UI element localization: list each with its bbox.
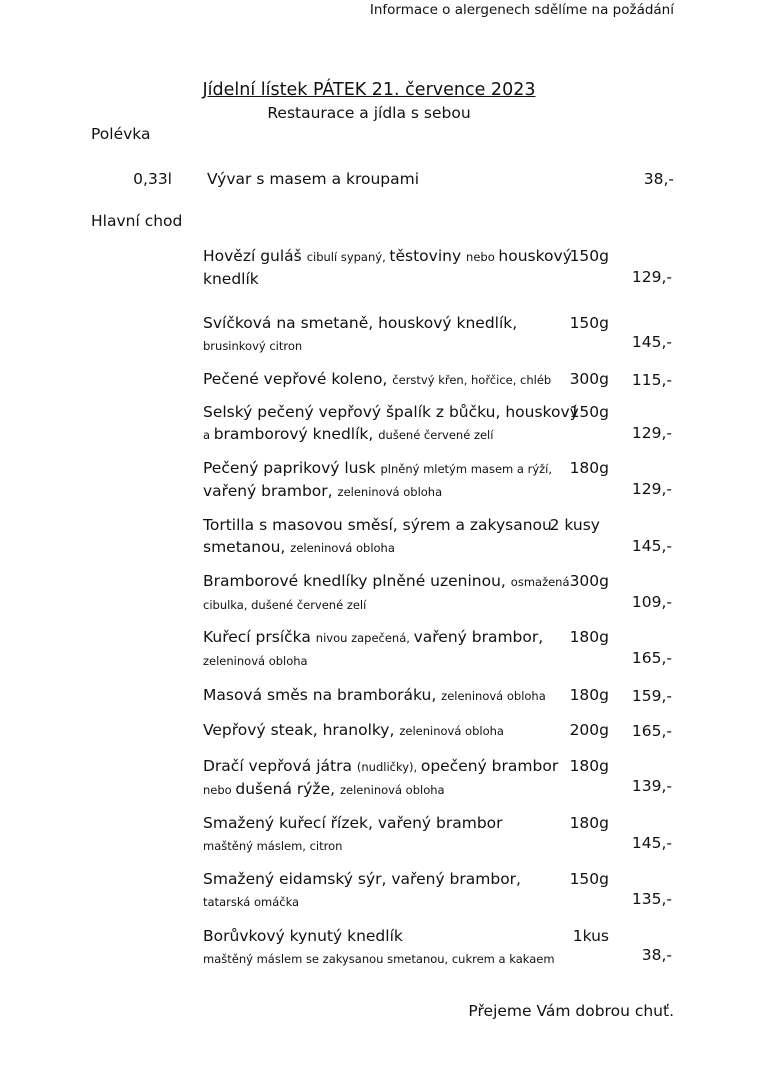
soup-quantity: 0,33l: [133, 170, 172, 188]
dish-line-main: [203, 401, 579, 423]
dish-line-secondary: [203, 268, 572, 290]
dish-quantity: 200g: [569, 721, 609, 739]
dish-side-note: dušené červené zelí: [378, 428, 494, 442]
dish-side-note: plněný mletým masem a rýží,: [380, 462, 553, 476]
dish-text: Hovězí guláš: [203, 247, 307, 265]
dish-side-note: (nudličky),: [356, 760, 421, 774]
dish-quantity: 180g: [569, 686, 609, 704]
dish-line-main: [203, 368, 551, 391]
dish-description: [203, 755, 558, 801]
dish-price: 165,-: [631, 722, 672, 740]
dish-text: Bramborové knedlíky plněné uzeninou,: [203, 572, 511, 590]
dish-text: opečený brambor: [420, 757, 559, 775]
dish-text: Borůvkový kynutý knedlík: [203, 927, 403, 945]
main-section-heading: Hlavní chod: [91, 212, 183, 230]
footer-wish: Přejeme Vám dobrou chuť.: [468, 1002, 674, 1020]
dish-line-secondary: [203, 834, 503, 857]
allergen-note: Informace o alergenech sdělíme na požádání: [369, 2, 674, 18]
dish-side-note: zeleninová obloha: [290, 541, 395, 555]
dish-text: Tortilla s masovou směsí, sýrem a zakysanou: [203, 516, 552, 534]
dish-text: Vepřový steak, hranolky,: [203, 721, 400, 739]
dish-side-note: a: [203, 428, 214, 442]
dish-description: [203, 245, 572, 290]
dish-text: Dračí vepřová játra: [203, 757, 357, 775]
dish-text: smetanou,: [203, 538, 291, 556]
dish-description: [203, 684, 546, 707]
dish-text: těstoviny: [389, 247, 467, 265]
dish-description: [203, 719, 504, 742]
dish-side-note: čerstvý křen, hořčice, chléb: [392, 373, 552, 387]
dish-line-main: [203, 719, 504, 742]
dish-side-note: tatarská omáčka: [203, 895, 300, 909]
dish-line-main: [203, 925, 555, 947]
dish-quantity: 180g: [569, 628, 609, 646]
dish-price: 135,-: [631, 890, 672, 908]
dish-text: Svíčková na smetaně, houskový knedlík,: [203, 314, 518, 332]
dish-line-secondary: [203, 334, 517, 357]
dish-line-main: [203, 312, 517, 334]
dish-line-secondary: [203, 423, 579, 446]
dish-side-note: nivou zapečená,: [315, 631, 414, 645]
dish-text: vařený brambor,: [203, 482, 338, 500]
dish-line-main: [203, 514, 552, 536]
dish-description: [203, 401, 579, 446]
dish-side-note: zeleninová obloha: [203, 654, 308, 668]
dish-price: 159,-: [631, 687, 672, 705]
dish-quantity: 150g: [569, 247, 609, 265]
dish-price: 115,-: [631, 371, 672, 389]
dish-price: 129,-: [631, 480, 672, 498]
dish-description: [203, 312, 517, 357]
dish-line-secondary: [203, 890, 521, 913]
dish-line-main: [203, 868, 521, 890]
dish-side-note: nebo: [203, 783, 236, 797]
dish-text: Pečený paprikový lusk: [203, 459, 381, 477]
dish-line-secondary: [203, 536, 552, 559]
dish-text: houskový: [498, 247, 572, 265]
dish-price: 129,-: [631, 424, 672, 442]
dish-text: knedlík: [203, 270, 259, 288]
dish-quantity: 150g: [569, 403, 609, 421]
dish-description: [203, 868, 521, 913]
dish-side-note: nebo: [466, 250, 499, 264]
dish-quantity: 300g: [569, 572, 609, 590]
dish-price: 165,-: [631, 649, 672, 667]
dish-side-note: brusinkový citron: [203, 339, 303, 353]
dish-line-main: [203, 626, 543, 649]
dish-line-main: [203, 457, 552, 480]
dish-side-note: zeleninová obloha: [441, 689, 546, 703]
dish-side-note: cibulí sypaný,: [306, 250, 390, 264]
dish-line-main: [203, 755, 558, 778]
dish-side-note: maštěný máslem, citron: [203, 839, 343, 853]
dish-description: [203, 570, 570, 616]
dish-line-secondary: [203, 480, 552, 503]
dish-line-secondary: [203, 649, 543, 672]
dish-price: 109,-: [631, 593, 672, 611]
dish-price: 139,-: [631, 777, 672, 795]
dish-text: Selský pečený vepřový špalík z bůčku, houskový: [203, 403, 579, 421]
soup-section-heading: Polévka: [91, 125, 151, 143]
dish-text: vařený brambor,: [413, 628, 544, 646]
dish-line-secondary: [203, 593, 570, 616]
dish-line-main: [203, 812, 503, 834]
dish-line-main: [203, 684, 546, 707]
dish-line-main: [203, 245, 572, 268]
dish-side-note: cibulka, dušené červené zelí: [203, 598, 367, 612]
dish-side-note: zeleninová obloha: [399, 724, 504, 738]
dish-text: bramborový knedlík,: [213, 425, 379, 443]
dish-quantity: 2 kusy: [549, 516, 600, 534]
dish-quantity: 180g: [569, 814, 609, 832]
dish-quantity: 180g: [569, 757, 609, 775]
dish-text: Kuřecí prsíčka: [203, 628, 316, 646]
dish-quantity: 300g: [569, 370, 609, 388]
dish-quantity: 180g: [569, 459, 609, 477]
dish-text: Masová směs na bramboráku,: [203, 686, 442, 704]
dish-line-secondary: [203, 947, 555, 970]
dish-quantity: 1kus: [572, 927, 609, 945]
dish-side-note: zeleninová obloha: [339, 783, 445, 797]
dish-text: Smažený kuřecí řízek, vařený brambor: [203, 814, 503, 832]
dish-price: 145,-: [631, 537, 672, 555]
dish-line-secondary: [203, 778, 558, 801]
dish-text: Pečené vepřové koleno,: [203, 370, 393, 388]
dish-price: 129,-: [631, 268, 672, 286]
dish-text: Smažený eidamský sýr, vařený brambor,: [203, 870, 521, 888]
dish-quantity: 150g: [569, 870, 609, 888]
dish-price: 145,-: [631, 834, 672, 852]
dish-line-main: [203, 570, 570, 593]
dish-side-note: zeleninová obloha: [337, 485, 443, 499]
soup-price: 38,-: [643, 170, 674, 188]
dish-quantity: 150g: [569, 314, 609, 332]
menu-title: Jídelní lístek PÁTEK 21. července 2023: [202, 80, 536, 100]
dish-side-note: maštěný máslem se zakysanou smetanou, cukrem a kakaem: [203, 952, 555, 966]
soup-name: Vývar s masem a kroupami: [207, 170, 420, 188]
dish-description: [203, 514, 552, 559]
dish-price: 145,-: [631, 333, 672, 351]
menu-subtitle: Restaurace a jídla s sebou: [267, 104, 471, 122]
dish-text: dušená rýže,: [235, 780, 340, 798]
dish-side-note: osmažená: [510, 575, 570, 589]
dish-price: 38,-: [641, 946, 672, 964]
dish-description: [203, 457, 552, 503]
dish-description: [203, 626, 543, 672]
dish-description: [203, 368, 551, 391]
dish-description: [203, 812, 503, 857]
dish-description: [203, 925, 555, 970]
